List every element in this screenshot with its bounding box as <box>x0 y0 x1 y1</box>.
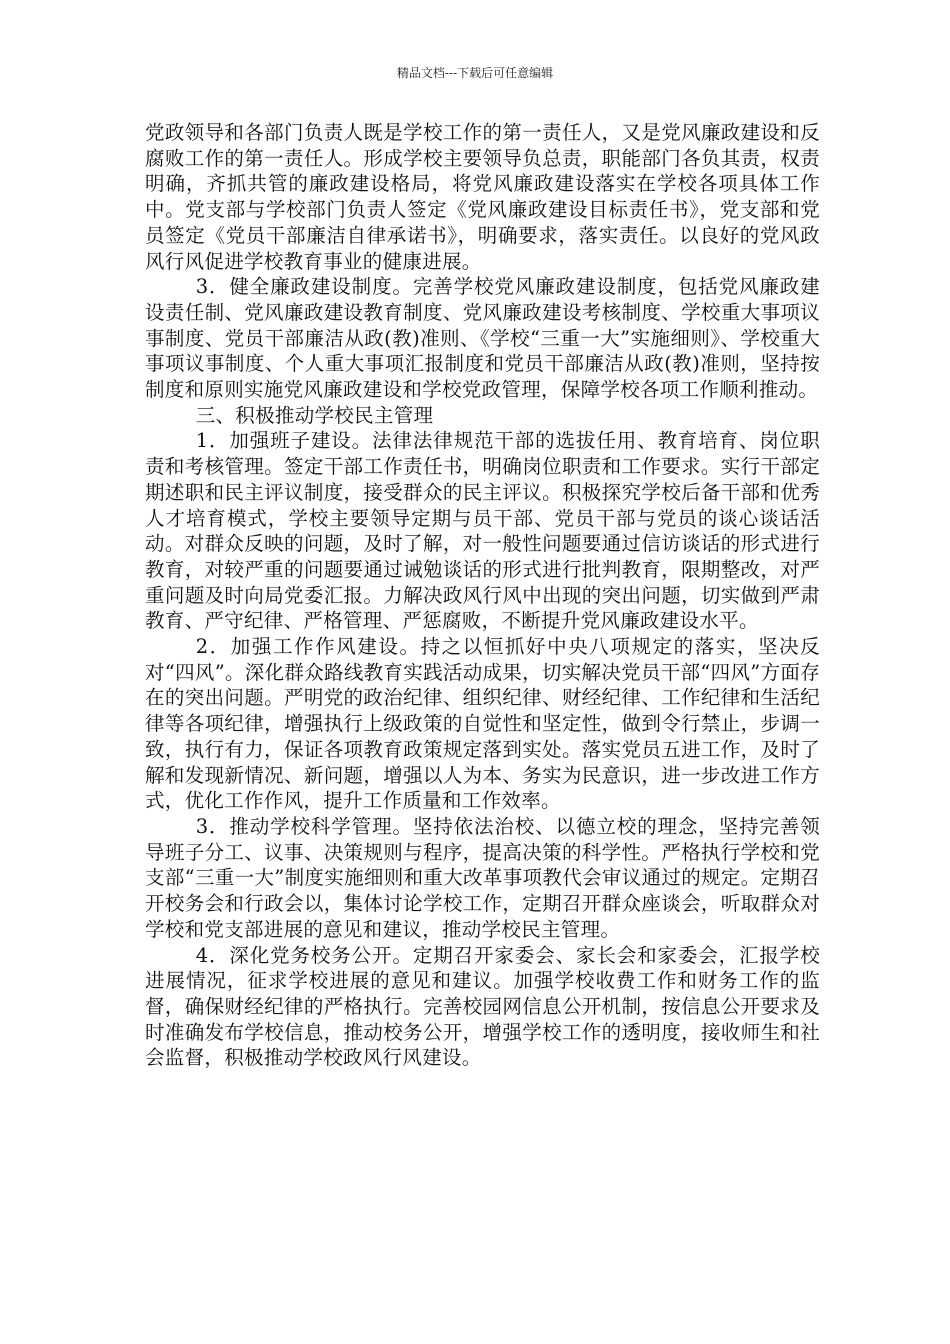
document-body <box>145 120 820 1071</box>
paragraph-anti-corruption-system: 3．健全廉政建设制度。完善学校党风廉政建设制度，包括党风廉政建设责任制、党风廉政建设教育制度、党风廉政建设考核制度、学校重大事项议事制度、党员干部廉洁从政(教)准则、《学校“三重一大”实施细则》、学校重大事项议事制度、个人重大事项汇报制度和党员干部廉洁从政(教)准则，坚持按制度和原则实施党风廉政建设和学校党政管理，保障学校各项工作顺利推动。 <box>145 275 820 402</box>
section-heading-democratic-management: 三、积极推动学校民主管理 <box>195 403 434 427</box>
page-header: 精品文档---下载后可任意编辑 <box>396 66 554 80</box>
paragraph-scientific-management: 3．推动学校科学管理。坚持依法治校、以德立校的理念，坚持完善领导班子分工、议事、决策规则与程序，提高决策的科学性。严格执行学校和党支部“三重一大”制度实施细则和重大改革事项教代会审议通过的规定。定期召开校务会和行政会以，集体讨论学校工作，定期召开群众座谈会，听取群众对学校和党支部进展的意见和建议，推动学校民主管理。 <box>145 814 820 941</box>
paragraph-responsibility: 党政领导和各部门负责人既是学校工作的第一责任人，又是党风廉政建设和反腐败工作的第一责任人。形成学校主要领导负总责，职能部门各负其责，权责明确，齐抓共管的廉政建设格局，将党风廉政建设落实在学校各项具体工作中。党支部与学校部门负责人签定《党风廉政建设目标责任书》，党支部和党员签定《党员干部廉洁自律承诺书》，明确要求，落实责任。以良好的党风政风行风促进学校教育事业的健康进展。 <box>145 121 820 273</box>
paragraph-team-building: 1．加强班子建设。法律法律规范干部的选拔任用、教育培育、岗位职责和考核管理。签定干部工作责任书，明确岗位职责和工作要求。实行干部定期述职和民主评议制度，接受群众的民主评议。积极探究学校后备干部和优秀人才培育模式，学校主要领导定期与员干部、党员干部与党员的谈心谈话活动。对群众反映的问题，及时了解，对一般性问题要通过信访谈话的形式进行教育，对较严重的问题要通过诫勉谈话的形式进行批判教育，限期整改，对严重问题及时向局党委汇报。力解决政风行风中出现的突出问题，切实做到严肃教育、严守纪律、严格管理、严惩腐败，不断提升党风廉政建设水平。 <box>145 429 820 633</box>
paragraph-affairs-openness: 4．深化党务校务公开。定期召开家委会、家长会和家委会，汇报学校进展情况，征求学校进展的意见和建议。加强学校收费工作和财务工作的监督，确保财经纪律的严格执行。完善校园网信息公开机制，按信息公开要求及时准确发布学校信息，推动校务公开，增强学校工作的透明度，接收师生和社会监督，积极推动学校政风行风建设。 <box>145 943 820 1070</box>
paragraph-work-style: 2．加强工作作风建设。持之以恒抓好中央八项规定的落实，坚决反对“四风”。深化群众路线教育实践活动成果，切实解决党员干部“四风”方面存在的突出问题。严明党的政治纪律、组织纪律、财经纪律、工作纪律和生活纪律等各项纪律，增强执行上级政策的自觉性和坚定性，做到令行禁止，步调一致，执行有力，保证各项教育政策规定落到实处。落实党员五进工作，及时了解和发现新情况、新问题，增强以人为本、务实为民意识，进一步改进工作方式，优化工作作风，提升工作质量和工作效率。 <box>145 635 820 813</box>
